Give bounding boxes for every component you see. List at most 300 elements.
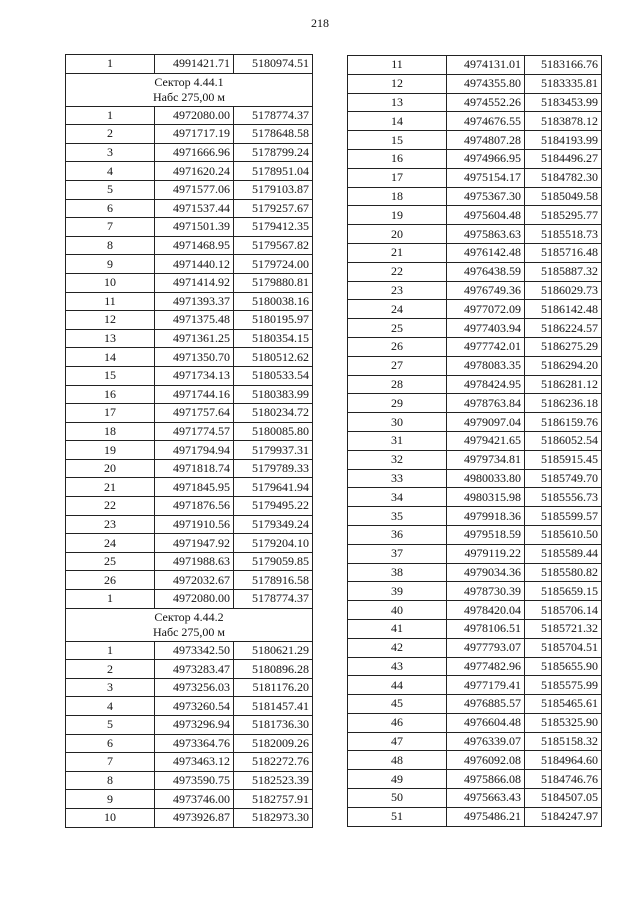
coordinate-y: 5179724.00: [234, 255, 313, 274]
point-number: 42: [348, 638, 447, 657]
point-number: 4: [66, 697, 155, 716]
coordinate-x: 4975863.63: [447, 225, 525, 244]
table-row: [66, 180, 313, 199]
coordinate-y: 5179349.24: [234, 515, 313, 534]
coordinate-y: 5184782.30: [525, 168, 602, 187]
coordinate-y: 5180533.54: [234, 366, 313, 385]
point-number: 17: [348, 168, 447, 187]
coordinate-x: 4976438.59: [447, 262, 525, 281]
table-row: [348, 488, 602, 507]
coordinate-y: 5185575.99: [525, 676, 602, 695]
coordinate-x: 4971910.56: [155, 515, 234, 534]
coordinate-y: 5180354.15: [234, 329, 313, 348]
table-row: [66, 478, 313, 497]
coordinate-x: 4974355.80: [447, 74, 525, 93]
point-number: 6: [66, 734, 155, 753]
table-row: [348, 450, 602, 469]
table-row: [66, 55, 313, 74]
coordinate-x: 4979421.65: [447, 431, 525, 450]
coordinate-x: 4973260.54: [155, 697, 234, 716]
table-row: [348, 356, 602, 375]
coordinate-x: 4978730.39: [447, 582, 525, 601]
point-number: 16: [66, 385, 155, 404]
coordinate-x: 4973590.75: [155, 771, 234, 790]
page-number: 218: [311, 16, 329, 30]
table-row: [66, 459, 313, 478]
point-number: 29: [348, 394, 447, 413]
coordinate-x: 4978083.35: [447, 356, 525, 375]
coordinate-x: 4976142.48: [447, 243, 525, 262]
table-row: [66, 199, 313, 218]
coordinate-y: 5183453.99: [525, 93, 602, 112]
point-number: 27: [348, 356, 447, 375]
coordinate-y: 5179103.87: [234, 180, 313, 199]
point-number: 15: [66, 366, 155, 385]
coordinate-x: 4978424.95: [447, 375, 525, 394]
coordinate-x: 4971350.70: [155, 348, 234, 367]
point-number: 23: [66, 515, 155, 534]
table-row: [66, 534, 313, 553]
coordinate-y: 5185887.32: [525, 262, 602, 281]
coordinate-x: 4971744.16: [155, 385, 234, 404]
table-row: [66, 753, 313, 772]
table-row: [66, 571, 313, 590]
coordinate-y: 5181457.41: [234, 697, 313, 716]
coordinate-y: 5185706.14: [525, 601, 602, 620]
coordinate-y: 5185610.50: [525, 525, 602, 544]
point-number: 5: [66, 180, 155, 199]
table-row: [348, 131, 602, 150]
point-number: 3: [66, 678, 155, 697]
coordinate-x: 4978420.04: [447, 601, 525, 620]
point-number: 14: [348, 112, 447, 131]
coordinate-x: 4978763.84: [447, 394, 525, 413]
sector-header-row: [66, 73, 313, 106]
table-row: [348, 56, 602, 75]
coordinates-table-right: [347, 55, 602, 827]
coordinate-y: 5182973.30: [234, 808, 313, 827]
coordinate-y: 5185049.58: [525, 187, 602, 206]
table-row: [348, 619, 602, 638]
coordinate-x: 4971717.19: [155, 125, 234, 144]
coordinate-x: 4974676.55: [447, 112, 525, 131]
coordinate-y: 5185915.45: [525, 450, 602, 469]
point-number: 9: [66, 255, 155, 274]
coordinate-x: 4971393.37: [155, 292, 234, 311]
coordinate-y: 5180234.72: [234, 404, 313, 423]
coordinate-y: 5186159.76: [525, 413, 602, 432]
coordinate-x: 4975486.21: [447, 807, 525, 826]
coordinate-x: 4971876.56: [155, 497, 234, 516]
point-number: 51: [348, 807, 447, 826]
coordinate-x: 4977403.94: [447, 319, 525, 338]
coordinate-x: 4977742.01: [447, 337, 525, 356]
coordinate-y: 5182272.76: [234, 753, 313, 772]
table-row: [66, 716, 313, 735]
coordinate-y: 5183166.76: [525, 56, 602, 75]
coordinate-x: 4973364.76: [155, 734, 234, 753]
coordinates-table-left-body: [66, 55, 313, 828]
table-row: [66, 404, 313, 423]
coordinate-y: 5184507.05: [525, 789, 602, 808]
point-number: 18: [66, 422, 155, 441]
point-number: 46: [348, 713, 447, 732]
table-row: [348, 168, 602, 187]
coordinate-y: 5178648.58: [234, 125, 313, 144]
coordinate-y: 5179880.81: [234, 273, 313, 292]
table-row: [348, 469, 602, 488]
table-row: [348, 751, 602, 770]
coordinate-y: 5180621.29: [234, 641, 313, 660]
coordinate-x: 4979918.36: [447, 507, 525, 526]
coordinate-y: 5179641.94: [234, 478, 313, 497]
coordinate-y: 5186294.20: [525, 356, 602, 375]
coordinate-y: 5184964.60: [525, 751, 602, 770]
coordinate-x: 4974552.26: [447, 93, 525, 112]
coordinate-y: 5179204.10: [234, 534, 313, 553]
coordinate-y: 5184247.97: [525, 807, 602, 826]
table-row: [66, 311, 313, 330]
coordinate-y: 5180974.51: [234, 55, 313, 74]
coordinate-x: 4971757.64: [155, 404, 234, 423]
point-number: 10: [66, 273, 155, 292]
coordinate-x: 4975604.48: [447, 206, 525, 225]
table-row: [66, 292, 313, 311]
coordinate-x: 4974807.28: [447, 131, 525, 150]
table-row: [66, 515, 313, 534]
table-row: [66, 143, 313, 162]
coordinate-x: 4974966.95: [447, 149, 525, 168]
point-number: 40: [348, 601, 447, 620]
point-number: 31: [348, 431, 447, 450]
coordinate-x: 4975367.30: [447, 187, 525, 206]
table-row: [66, 366, 313, 385]
coordinate-x: 4973746.00: [155, 790, 234, 809]
point-number: 7: [66, 218, 155, 237]
point-number: 6: [66, 199, 155, 218]
table-row: [348, 243, 602, 262]
point-number: 12: [66, 311, 155, 330]
point-number: 30: [348, 413, 447, 432]
table-row: [66, 734, 313, 753]
coordinate-y: 5185556.73: [525, 488, 602, 507]
coordinate-y: 5185465.61: [525, 695, 602, 714]
point-number: 5: [66, 716, 155, 735]
coordinate-x: 4973296.94: [155, 716, 234, 735]
point-number: 8: [66, 771, 155, 790]
point-number: 20: [66, 459, 155, 478]
sector-height: Набс 275,00 м: [152, 89, 226, 104]
coordinate-y: 5180896.28: [234, 660, 313, 679]
point-number: 26: [66, 571, 155, 590]
table-row: [348, 695, 602, 714]
table-row: [348, 601, 602, 620]
point-number: 41: [348, 619, 447, 638]
point-number: 3: [66, 143, 155, 162]
point-number: 25: [66, 552, 155, 571]
table-row: [66, 236, 313, 255]
coordinate-y: 5186275.29: [525, 337, 602, 356]
table-row: [348, 525, 602, 544]
point-number: 1: [66, 590, 155, 609]
coordinate-x: 4975866.08: [447, 770, 525, 789]
point-number: 33: [348, 469, 447, 488]
coordinate-x: 4976092.08: [447, 751, 525, 770]
table-row: [348, 394, 602, 413]
point-number: 50: [348, 789, 447, 808]
table-row: [348, 262, 602, 281]
table-row: [348, 149, 602, 168]
point-number: 12: [348, 74, 447, 93]
coordinate-x: 4973463.12: [155, 753, 234, 772]
coordinate-y: 5184193.99: [525, 131, 602, 150]
point-number: 14: [66, 348, 155, 367]
coordinate-y: 5179412.35: [234, 218, 313, 237]
coordinate-x: 4971666.96: [155, 143, 234, 162]
coordinates-table-right-body: [348, 56, 602, 827]
table-row: [348, 657, 602, 676]
table-row: [348, 676, 602, 695]
point-number: 1: [66, 55, 155, 74]
coordinate-y: 5185580.82: [525, 563, 602, 582]
coordinate-y: 5185655.90: [525, 657, 602, 676]
coordinate-y: 5185721.32: [525, 619, 602, 638]
point-number: 39: [348, 582, 447, 601]
coordinate-y: 5181736.30: [234, 716, 313, 735]
point-number: 24: [348, 300, 447, 319]
table-row: [66, 771, 313, 790]
table-row: [66, 255, 313, 274]
coordinate-x: 4978106.51: [447, 619, 525, 638]
coordinate-x: 4971501.39: [155, 218, 234, 237]
point-number: 32: [348, 450, 447, 469]
coordinate-y: 5178774.37: [234, 106, 313, 125]
coordinate-y: 5180038.16: [234, 292, 313, 311]
point-number: 11: [66, 292, 155, 311]
point-number: 7: [66, 753, 155, 772]
coordinate-y: 5182757.91: [234, 790, 313, 809]
table-row: [66, 790, 313, 809]
point-number: 24: [66, 534, 155, 553]
coordinate-y: 5184746.76: [525, 770, 602, 789]
table-row: [66, 590, 313, 609]
table-row: [66, 125, 313, 144]
coordinate-x: 4973256.03: [155, 678, 234, 697]
coordinate-x: 4974131.01: [447, 56, 525, 75]
coordinate-x: 4973926.87: [155, 808, 234, 827]
table-row: [66, 678, 313, 697]
coordinate-x: 4971947.92: [155, 534, 234, 553]
coordinates-table-left: [65, 54, 313, 828]
coordinate-y: 5184496.27: [525, 149, 602, 168]
point-number: 20: [348, 225, 447, 244]
sector-header: [66, 73, 313, 106]
point-number: 37: [348, 544, 447, 563]
point-number: 18: [348, 187, 447, 206]
table-row: [66, 273, 313, 292]
point-number: 2: [66, 660, 155, 679]
table-row: [348, 431, 602, 450]
coordinate-x: 4972032.67: [155, 571, 234, 590]
table-row: [66, 329, 313, 348]
coordinate-y: 5186029.73: [525, 281, 602, 300]
coordinate-x: 4980033.80: [447, 469, 525, 488]
point-number: 13: [66, 329, 155, 348]
table-row: [66, 348, 313, 367]
point-number: 26: [348, 337, 447, 356]
coordinate-y: 5180195.97: [234, 311, 313, 330]
point-number: 13: [348, 93, 447, 112]
point-number: 19: [348, 206, 447, 225]
table-row: [66, 441, 313, 460]
table-row: [348, 713, 602, 732]
point-number: 35: [348, 507, 447, 526]
table-row: [348, 638, 602, 657]
point-number: 48: [348, 751, 447, 770]
table-row: [348, 206, 602, 225]
point-number: 22: [348, 262, 447, 281]
table-row: [348, 789, 602, 808]
coordinate-x: 4980315.98: [447, 488, 525, 507]
sector-title: Сектор 4.44.1: [154, 74, 224, 89]
table-row: [348, 375, 602, 394]
table-row: [66, 697, 313, 716]
table-row: [66, 422, 313, 441]
coordinate-x: 4976604.48: [447, 713, 525, 732]
table-row: [348, 770, 602, 789]
coordinate-x: 4972080.00: [155, 590, 234, 609]
table-row: [348, 732, 602, 751]
coordinate-y: 5180085.80: [234, 422, 313, 441]
point-number: 8: [66, 236, 155, 255]
point-number: 23: [348, 281, 447, 300]
coordinate-x: 4971375.48: [155, 311, 234, 330]
coordinate-y: 5178774.37: [234, 590, 313, 609]
point-number: 22: [66, 497, 155, 516]
coordinate-y: 5185749.70: [525, 469, 602, 488]
coordinate-x: 4971577.06: [155, 180, 234, 199]
coordinate-x: 4971468.95: [155, 236, 234, 255]
coordinate-x: 4975154.17: [447, 168, 525, 187]
table-row: [348, 807, 602, 826]
table-row: [348, 300, 602, 319]
point-number: 44: [348, 676, 447, 695]
table-row: [66, 162, 313, 181]
table-row: [348, 319, 602, 338]
table-row: [66, 808, 313, 827]
table-row: [348, 74, 602, 93]
coordinate-y: 5180383.99: [234, 385, 313, 404]
coordinate-x: 4979119.22: [447, 544, 525, 563]
coordinate-y: 5179789.33: [234, 459, 313, 478]
coordinate-x: 4971620.24: [155, 162, 234, 181]
table-row: [66, 106, 313, 125]
point-number: 49: [348, 770, 447, 789]
table-row: [348, 93, 602, 112]
coordinate-x: 4976339.07: [447, 732, 525, 751]
coordinate-x: 4971988.63: [155, 552, 234, 571]
point-number: 1: [66, 106, 155, 125]
point-number: 19: [66, 441, 155, 460]
coordinate-x: 4973342.50: [155, 641, 234, 660]
point-number: 10: [66, 808, 155, 827]
point-number: 16: [348, 149, 447, 168]
coordinate-y: 5179059.85: [234, 552, 313, 571]
point-number: 4: [66, 162, 155, 181]
coordinate-y: 5186236.18: [525, 394, 602, 413]
coordinate-x: 4972080.00: [155, 106, 234, 125]
point-number: 21: [66, 478, 155, 497]
coordinate-y: 5179937.31: [234, 441, 313, 460]
table-row: [348, 225, 602, 244]
point-number: 11: [348, 56, 447, 75]
table-row: [66, 552, 313, 571]
point-number: 36: [348, 525, 447, 544]
coordinate-x: 4971440.12: [155, 255, 234, 274]
point-number: 17: [66, 404, 155, 423]
coordinate-x: 4976885.57: [447, 695, 525, 714]
coordinate-x: 4975663.43: [447, 789, 525, 808]
coordinate-y: 5185599.57: [525, 507, 602, 526]
sector-header-row: [66, 608, 313, 641]
coordinate-x: 4977072.09: [447, 300, 525, 319]
point-number: 21: [348, 243, 447, 262]
table-row: [348, 563, 602, 582]
coordinate-y: 5179257.67: [234, 199, 313, 218]
sector-title: Сектор 4.44.2: [154, 609, 224, 624]
table-row: [348, 544, 602, 563]
point-number: 28: [348, 375, 447, 394]
coordinate-y: 5185325.90: [525, 713, 602, 732]
table-row: [66, 641, 313, 660]
coordinate-y: 5178951.04: [234, 162, 313, 181]
point-number: 43: [348, 657, 447, 676]
coordinate-y: 5179495.22: [234, 497, 313, 516]
point-number: 15: [348, 131, 447, 150]
point-number: 38: [348, 563, 447, 582]
coordinate-y: 5179567.82: [234, 236, 313, 255]
coordinate-y: 5185295.77: [525, 206, 602, 225]
coordinate-x: 4973283.47: [155, 660, 234, 679]
point-number: 2: [66, 125, 155, 144]
coordinate-y: 5185716.48: [525, 243, 602, 262]
coordinate-y: 5178916.58: [234, 571, 313, 590]
point-number: 47: [348, 732, 447, 751]
table-row: [348, 187, 602, 206]
point-number: 1: [66, 641, 155, 660]
sector-height: Набс 275,00 м: [152, 624, 226, 639]
coordinate-x: 4971794.94: [155, 441, 234, 460]
coordinate-y: 5181176.20: [234, 678, 313, 697]
coordinate-y: 5186052.54: [525, 431, 602, 450]
coordinate-x: 4977482.96: [447, 657, 525, 676]
coordinate-y: 5185589.44: [525, 544, 602, 563]
table-row: [66, 385, 313, 404]
coordinate-x: 4971774.57: [155, 422, 234, 441]
coordinate-x: 4977179.41: [447, 676, 525, 695]
coordinate-x: 4971537.44: [155, 199, 234, 218]
coordinate-y: 5186281.12: [525, 375, 602, 394]
table-row: [348, 582, 602, 601]
coordinate-y: 5180512.62: [234, 348, 313, 367]
coordinate-y: 5185158.32: [525, 732, 602, 751]
coordinate-x: 4971414.92: [155, 273, 234, 292]
table-row: [348, 281, 602, 300]
point-number: 9: [66, 790, 155, 809]
coordinate-y: 5183878.12: [525, 112, 602, 131]
table-row: [66, 497, 313, 516]
sector-header: [66, 608, 313, 641]
